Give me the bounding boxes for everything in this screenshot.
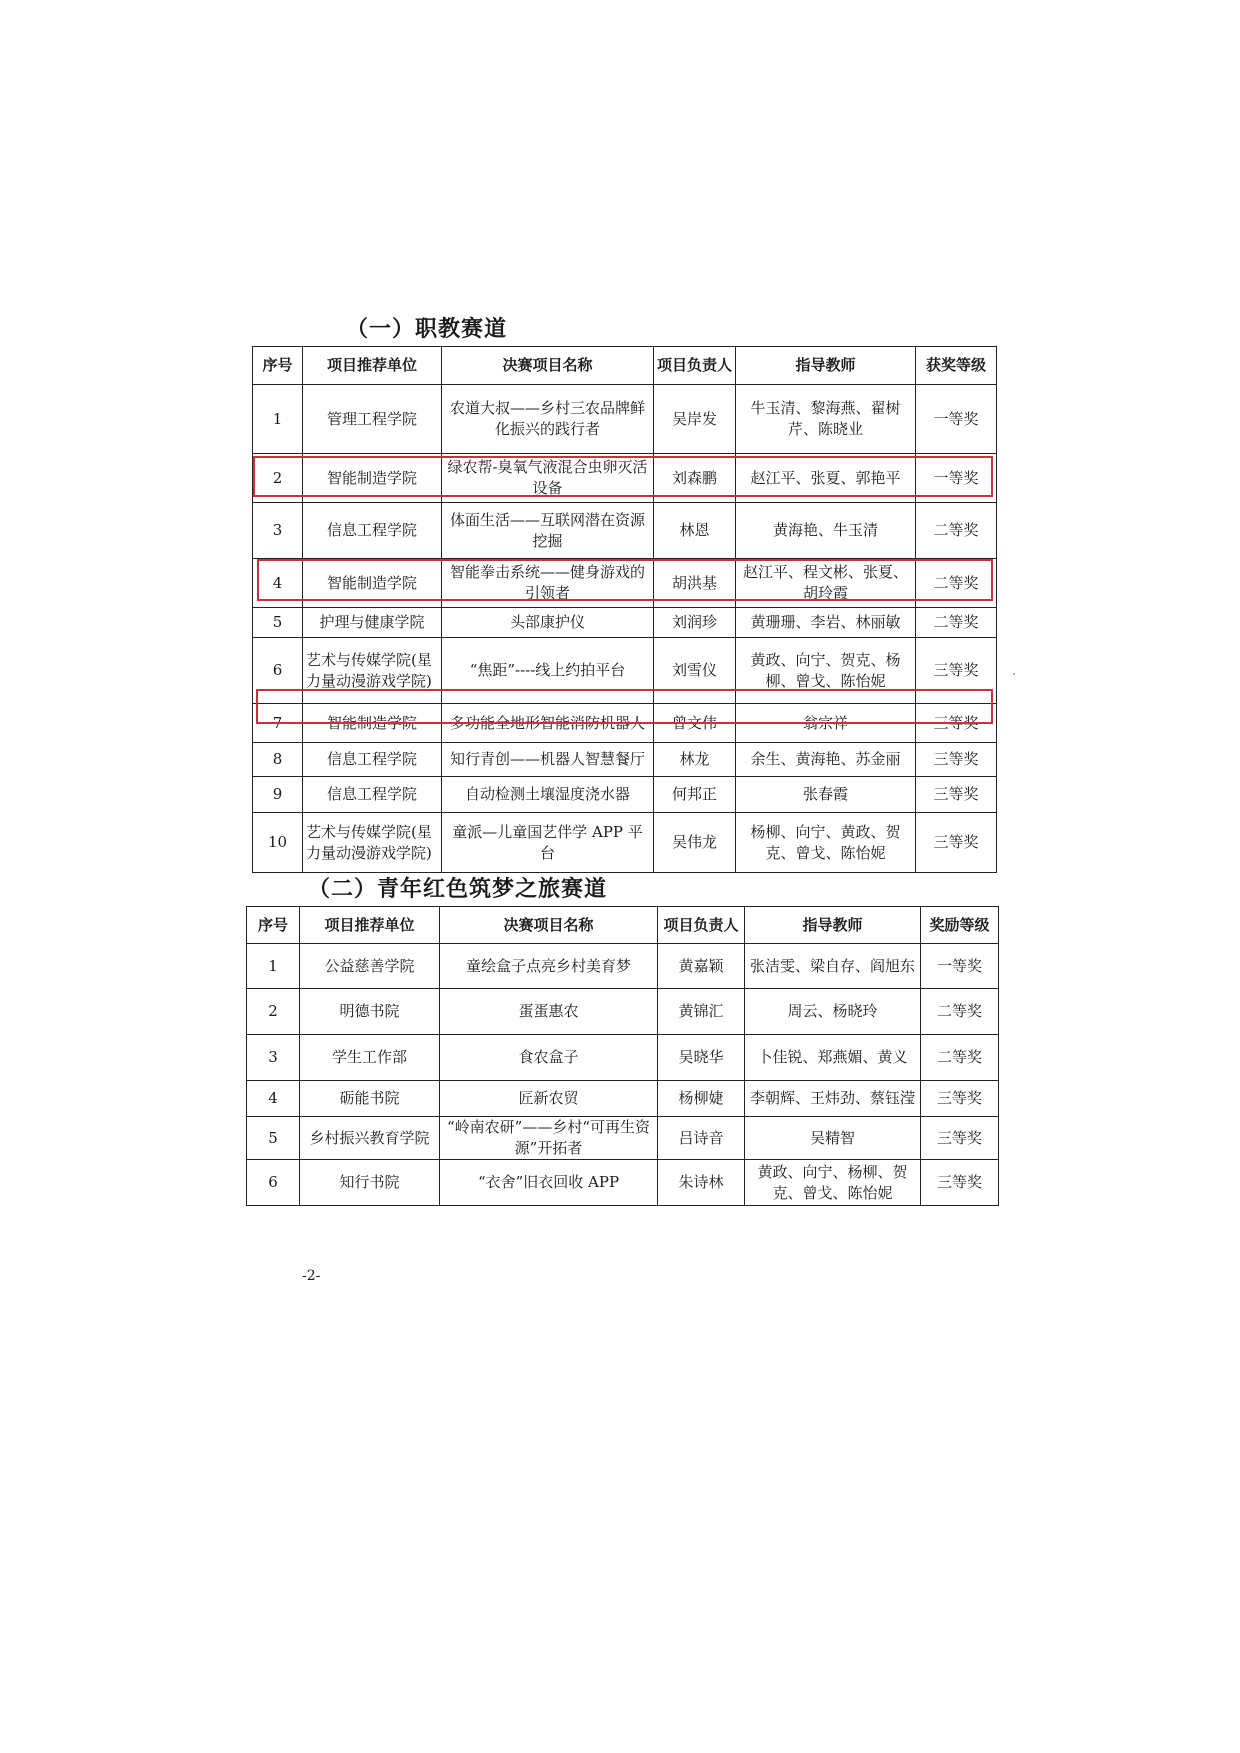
cell-leader: 林恩	[654, 503, 736, 559]
table-row	[247, 1081, 999, 1117]
cell-index: 3	[253, 503, 303, 559]
table-row	[253, 777, 997, 813]
table-row	[253, 385, 997, 454]
table-header-row	[253, 347, 997, 385]
header-leader: 项目负责人	[654, 347, 736, 385]
cell-unit: 乡村振兴教育学院	[300, 1117, 440, 1160]
cell-advisor: 余生、黄海艳、苏金丽	[736, 743, 916, 777]
cell-index: 2	[253, 454, 303, 503]
cell-project: 知行青创——机器人智慧餐厅	[442, 743, 654, 777]
header-project: 决赛项目名称	[442, 347, 654, 385]
cell-index: 9	[253, 777, 303, 813]
cell-unit: 管理工程学院	[303, 385, 442, 454]
cell-leader: 黄嘉颖	[658, 944, 745, 989]
cell-leader: 刘森鹏	[654, 454, 736, 503]
cell-project: 童绘盒子点亮乡村美育梦	[440, 944, 658, 989]
cell-advisor: 黄政、向宁、杨柳、贺克、曾戈、陈怡妮	[745, 1160, 921, 1206]
cell-project: 智能拳击系统——健身游戏的引领者	[442, 559, 654, 608]
header-project: 决赛项目名称	[440, 907, 658, 944]
cell-leader: 何邦正	[654, 777, 736, 813]
cell-leader: 刘雪仪	[654, 638, 736, 704]
cell-leader: 吴岸发	[654, 385, 736, 454]
header-unit: 项目推荐单位	[303, 347, 442, 385]
cell-leader: 刘润珍	[654, 608, 736, 638]
cell-unit: 砺能书院	[300, 1081, 440, 1117]
cell-unit: 艺术与传媒学院(星力量动漫游戏学院)	[303, 638, 442, 704]
cell-index: 2	[247, 989, 300, 1035]
page-number: -2-	[302, 1268, 321, 1284]
table-row	[247, 1160, 999, 1206]
cell-advisor: 李朝辉、王炜劲、蔡钰滢	[745, 1081, 921, 1117]
section-2-title: （二）青年红色筑梦之旅赛道	[308, 877, 608, 902]
cell-award: 三等奖	[916, 638, 997, 704]
vocational-track-table	[252, 346, 997, 873]
cell-advisor: 赵江平、张夏、郭艳平	[736, 454, 916, 503]
cell-unit: 艺术与传媒学院(星力量动漫游戏学院)	[303, 813, 442, 873]
cell-index: 7	[253, 704, 303, 743]
cell-unit: 智能制造学院	[303, 559, 442, 608]
cell-advisor: 赵江平、程文彬、张夏、胡玲霞	[736, 559, 916, 608]
cell-index: 1	[253, 385, 303, 454]
cell-project: 体面生活——互联网潜在资源挖掘	[442, 503, 654, 559]
cell-index: 4	[253, 559, 303, 608]
cell-award: 二等奖	[916, 608, 997, 638]
cell-unit: 信息工程学院	[303, 743, 442, 777]
cell-award: 一等奖	[916, 454, 997, 503]
cell-advisor: 吴精智	[745, 1117, 921, 1160]
header-advisor: 指导教师	[736, 347, 916, 385]
cell-unit: 护理与健康学院	[303, 608, 442, 638]
cell-project: “岭南农研”——乡村“可再生资源”开拓者	[440, 1117, 658, 1160]
cell-award: 一等奖	[921, 944, 999, 989]
cell-leader: 黄锦汇	[658, 989, 745, 1035]
header-advisor: 指导教师	[745, 907, 921, 944]
cell-award: 三等奖	[916, 777, 997, 813]
cell-advisor: 牛玉清、黎海燕、翟树芹、陈晓业	[736, 385, 916, 454]
cell-index: 4	[247, 1081, 300, 1117]
scan-speck	[1013, 673, 1015, 675]
cell-unit: 信息工程学院	[303, 503, 442, 559]
cell-project: 头部康护仪	[442, 608, 654, 638]
cell-advisor: 周云、杨晓玲	[745, 989, 921, 1035]
table-row	[247, 989, 999, 1035]
cell-project: 多功能全地形智能消防机器人	[442, 704, 654, 743]
header-index: 序号	[247, 907, 300, 944]
cell-index: 10	[253, 813, 303, 873]
cell-advisor: 黄海艳、牛玉清	[736, 503, 916, 559]
cell-index: 5	[247, 1117, 300, 1160]
table-row	[253, 813, 997, 873]
cell-unit: 公益慈善学院	[300, 944, 440, 989]
cell-project: 蛋蛋惠农	[440, 989, 658, 1035]
table-row	[247, 1035, 999, 1081]
table-row	[253, 608, 997, 638]
cell-unit: 明德书院	[300, 989, 440, 1035]
cell-unit: 信息工程学院	[303, 777, 442, 813]
cell-index: 3	[247, 1035, 300, 1081]
cell-advisor: 黄珊珊、李岩、林丽敏	[736, 608, 916, 638]
section-1-title: （一）职教赛道	[346, 317, 508, 342]
cell-leader: 朱诗林	[658, 1160, 745, 1206]
cell-leader: 吴晓华	[658, 1035, 745, 1081]
cell-leader: 吴伟龙	[654, 813, 736, 873]
header-index: 序号	[253, 347, 303, 385]
table-row	[253, 704, 997, 743]
cell-award: 二等奖	[921, 989, 999, 1035]
cell-leader: 曾文伟	[654, 704, 736, 743]
cell-project: 食农盒子	[440, 1035, 658, 1081]
cell-award: 三等奖	[916, 813, 997, 873]
cell-leader: 林龙	[654, 743, 736, 777]
cell-index: 1	[247, 944, 300, 989]
table-row	[253, 638, 997, 704]
cell-unit: 智能制造学院	[303, 454, 442, 503]
cell-award: 一等奖	[916, 385, 997, 454]
cell-index: 6	[253, 638, 303, 704]
cell-advisor: 张春霞	[736, 777, 916, 813]
table-row	[253, 559, 997, 608]
cell-award: 三等奖	[916, 704, 997, 743]
table-row	[247, 1117, 999, 1160]
cell-award: 三等奖	[921, 1081, 999, 1117]
cell-unit: 知行书院	[300, 1160, 440, 1206]
header-award: 奖励等级	[921, 907, 999, 944]
cell-advisor: 张洁雯、梁自存、阎旭东	[745, 944, 921, 989]
cell-advisor: 黄政、向宁、贺克、杨柳、曾戈、陈怡妮	[736, 638, 916, 704]
cell-award: 三等奖	[921, 1160, 999, 1206]
cell-index: 8	[253, 743, 303, 777]
table-header-row	[247, 907, 999, 944]
table-row	[253, 743, 997, 777]
cell-advisor: 杨柳、向宁、黄政、贺克、曾戈、陈怡妮	[736, 813, 916, 873]
cell-project: “焦距”----线上约拍平台	[442, 638, 654, 704]
cell-award: 二等奖	[921, 1035, 999, 1081]
cell-leader: 吕诗音	[658, 1117, 745, 1160]
cell-project: 农道大叔——乡村三农品牌鲜化振兴的践行者	[442, 385, 654, 454]
table-row	[253, 503, 997, 559]
header-unit: 项目推荐单位	[300, 907, 440, 944]
cell-award: 三等奖	[921, 1117, 999, 1160]
header-leader: 项目负责人	[658, 907, 745, 944]
cell-unit: 学生工作部	[300, 1035, 440, 1081]
cell-advisor: 卜佳锐、郑燕媚、黄义	[745, 1035, 921, 1081]
cell-index: 6	[247, 1160, 300, 1206]
cell-project: 童派—儿童国艺伴学 APP 平台	[442, 813, 654, 873]
cell-award: 二等奖	[916, 559, 997, 608]
cell-leader: 杨柳婕	[658, 1081, 745, 1117]
cell-project: 绿农帮-臭氧气液混合虫卵灭活设备	[442, 454, 654, 503]
cell-project: “衣舍”旧衣回收 APP	[440, 1160, 658, 1206]
cell-award: 三等奖	[916, 743, 997, 777]
cell-award: 二等奖	[916, 503, 997, 559]
cell-advisor: 翁宗祥	[736, 704, 916, 743]
cell-project: 自动检测土壤湿度浇水器	[442, 777, 654, 813]
red-dream-track-table	[246, 906, 999, 1206]
table-row	[253, 454, 997, 503]
cell-project: 匠新农贸	[440, 1081, 658, 1117]
header-award: 获奖等级	[916, 347, 997, 385]
cell-unit: 智能制造学院	[303, 704, 442, 743]
cell-leader: 胡洪基	[654, 559, 736, 608]
table-row	[247, 944, 999, 989]
cell-index: 5	[253, 608, 303, 638]
